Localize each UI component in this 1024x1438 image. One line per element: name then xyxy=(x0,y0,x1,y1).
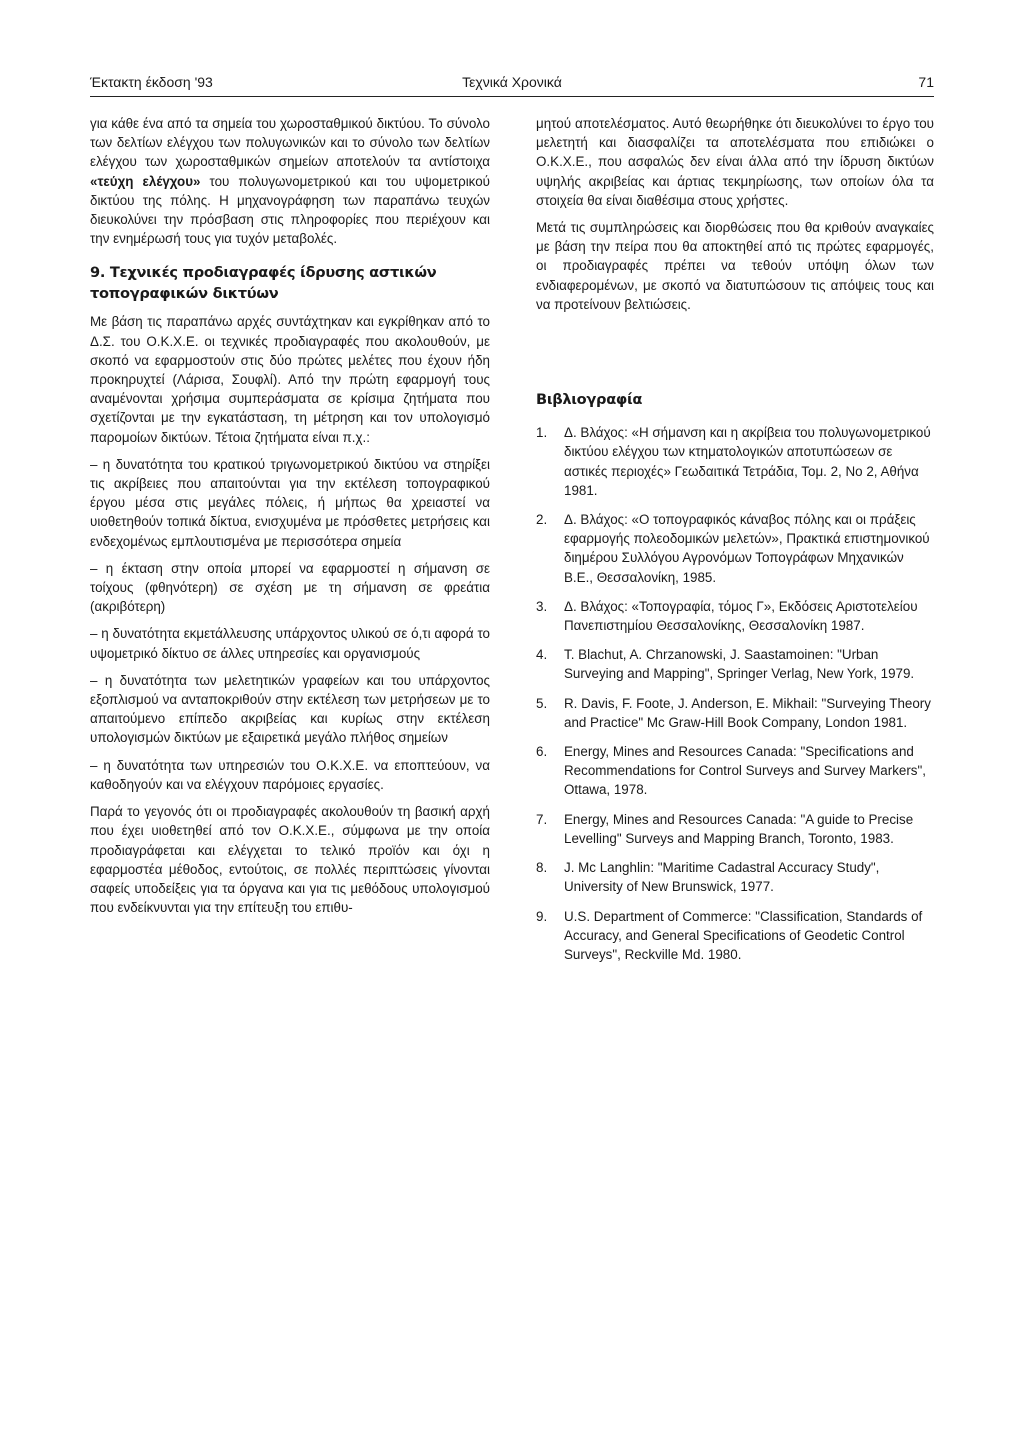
paragraph: Παρά το γεγονός ότι οι προδιαγραφές ακολουθούν τη βασική αρχή που έχει υιοθετηθεί από τον Ο.Κ.Χ.Ε., σύμφωνα με την οποία προδιαγράφεται και ελέγχεται το τελικό προϊόν και όχι η εφαρμοστέα μέθοδος, εντούτοις, σε πολλές περιπτώσεις γίνονται σαφείς υποδείξεις για τα όργανα και για τις μεθόδους υπολογισμού που ενδείκνυνται για την επίτευξη του επιθυ- xyxy=(90,804,490,916)
journal-title: Τεχνικά Χρονικά xyxy=(462,74,562,90)
bold-term: «τεύχη ελέγχου» xyxy=(90,173,201,189)
ref-text: U.S. Department of Commerce: "Classification, Standards of Accuracy, and General Specifications of Geodetic Control Surveys", Reckville Md. 1980. xyxy=(564,908,923,962)
reference-item xyxy=(536,597,934,635)
right-column xyxy=(536,114,934,974)
reference-item xyxy=(536,858,934,896)
reference-item xyxy=(536,810,934,848)
ref-number: 6. xyxy=(536,744,548,760)
ref-number: 3. xyxy=(536,598,548,614)
reference-item xyxy=(536,694,934,732)
running-header xyxy=(90,70,934,97)
section-heading: 9. Τεχνικές προδιαγραφές ίδρυσης αστικών τοπογραφικών δικτύων xyxy=(90,264,437,303)
ref-number: 5. xyxy=(536,695,548,711)
ref-number: 9. xyxy=(536,908,548,924)
bullet-item: – η έκταση στην οποία μπορεί να εφαρμοστεί η σήμανση σε τοίχους (φθηνότερη) σε σχέση με τη σήμανση σε φρεάτια (ακριβότερη) xyxy=(90,560,490,615)
paragraph-text: του πολυγωνομετρικού και του υψομετρικού δικτύου της πόλης. Η μηχανογράφηση των παραπάνω τευχών διευκολύνει την πρόσβαση στις πληροφορίες που περιέχουν και την ενημέρωσή τους για τυχόν μεταβολές. xyxy=(90,173,490,247)
ref-text: J. Mc Langhlin: "Maritime Cadastral Accuracy Study", University of New Brunswick, 1977. xyxy=(564,860,880,895)
reference-item xyxy=(536,907,934,965)
bullet-item: – η δυνατότητα εκμετάλλευσης υπάρχοντος υλικού σε ό,τι αφορά το υψομετρικό δίκτυο σε άλλες υπηρεσίες και οργανισμούς xyxy=(90,626,490,661)
paragraph-text: για κάθε ένα από τα σημεία του χωροσταθμικού δικτύου. Το σύνολο των δελτίων ελέγχου των πολυγωνικών και το σύνολο των δελτίων ελέγχου των χωροσταθμικών σημείων αποτελούν τα αντίστοιχα xyxy=(90,116,490,170)
paragraph: Μετά τις συμπληρώσεις και διορθώσεις που θα κριθούν αναγκαίες με βάση την πείρα που θα αποκτηθεί από τις πρώτες εφαρμογές, οι προδιαγραφές πρέπει να τεθούν υπόψη όλων των ενδιαφερομένων, με σκοπό να διατυπώσουν τις απόψεις τους και να προτείνουν βελτιώσεις. xyxy=(536,220,934,312)
ref-text: Energy, Mines and Resources Canada: "Specifications and Recommendations for Control Surveys and Survey Markers", Ottawa, 1978. xyxy=(564,744,926,798)
bullet-item: – η δυνατότητα του κρατικού τριγωνομετρικού δικτύου να στηρίξει τις ακρίβειες που απαιτούνται για την εκτέλεση τοπογραφικού έργου μέσα στις μεγάλες πόλεις, ή μήπως θα χρειαστεί να υιοθετηθούν τοπικά δίκτυα, ενισχυμένα με πρόσθετες μετρήσεις και ενδεχομένως εμπλουτισμένα με περισσότερα σημεία xyxy=(90,456,490,549)
ref-text: Δ. Βλάχος: «Τοπογραφία, τόμος Γ», Εκδόσεις Αριστοτελείου Πανεπιστημίου Θεσσαλονίκης, Θεσσαλονίκη 1987. xyxy=(564,598,918,634)
reference-item xyxy=(536,645,934,683)
ref-text: Δ. Βλάχος: «Ο τοπογραφικός κάναβος πόλης και οι πράξεις εφαρμογής πολεοδομικών μελετών», Πρακτικά επιστημονικού διημέρου Συλλόγου Αγρονόμων Τοπογράφων Μηχανικών Β.Ε., Θεσσαλονίκη, 1985. xyxy=(564,512,930,585)
edition-label: Έκτακτη έκδοση '93 xyxy=(90,74,213,90)
reference-item xyxy=(536,742,934,800)
bibliography-heading: Βιβλιογραφία xyxy=(536,391,643,409)
ref-number: 7. xyxy=(536,811,548,827)
ref-number: 4. xyxy=(536,647,548,663)
reference-item xyxy=(536,423,934,500)
page-number: 71 xyxy=(918,74,934,90)
bullet-item: – η δυνατότητα των υπηρεσιών του Ο.Κ.Χ.Ε. να εποπτεύουν, να καθοδηγούν και να ελέγχουν παρόμοιες εργασίες. xyxy=(90,757,490,792)
left-column xyxy=(90,114,490,925)
ref-text: Δ. Βλάχος: «Η σήμανση και η ακρίβεια του πολυγωνομετρικού δικτύου ελέγχου των κτηματολογικών αποτυπώσεων σε αστικές περιοχές» Γεωδαιτικά Τετράδια, Τομ. 2, Νο 2, Αθήνα 1981. xyxy=(564,425,931,498)
paragraph: μητού αποτελέσματος. Αυτό θεωρήθηκε ότι διευκολύνει το έργο του μελετητή και διασφαλίζει τα αποτελέσματα που επιδιώκει ο Ο.Κ.Χ.Ε., που ασφαλώς δεν είναι άλλα από την ίδρυση δικτύων υψηλής ακριβείας και άρτιας τεκμηρίωσης, των οποίων όλα τα στοιχεία θα είναι διαθέσιμα στους χρήστες. xyxy=(536,116,934,208)
paragraph xyxy=(90,114,490,248)
paragraph: Με βάση τις παραπάνω αρχές συντάχτηκαν και εγκρίθηκαν από το Δ.Σ. του Ο.Κ.Χ.Ε. οι τεχνικές προδιαγραφές που ακολουθούν, με σκοπό να εφαρμοστούν στις δύο πρώτες μελέτες που έχουν ήδη προκηρυχτεί (Λάρισα, Σουφλί). Από την πρώτη εφαρμογή τους αναμένονται χρήσιμα συμπεράσματα σε κρίσιμα ζητήματα που σχετίζονται με την εγκατάσταση, τη μέτρηση και τον υπολογισμό παρομοίων δικτύων. Τέτοια ζητήματα είναι π.χ.: xyxy=(90,314,490,445)
reference-list xyxy=(536,423,934,964)
ref-number: 2. xyxy=(536,512,548,528)
reference-item xyxy=(536,510,934,587)
ref-number: 8. xyxy=(536,860,548,876)
ref-text: R. Davis, F. Foote, J. Anderson, E. Mikhail: "Surveying Theory and Practice" Mc Graw-Hill Book Company, London 1981. xyxy=(564,695,931,730)
ref-text: T. Blachut, A. Chrzanowski, J. Saastamoinen: "Urban Surveying and Mapping", Springer Verlag, New York, 1979. xyxy=(564,647,915,682)
ref-text: Energy, Mines and Resources Canada: "A guide to Precise Levelling" Surveys and Mapping Branch, Toronto, 1983. xyxy=(564,811,914,846)
bullet-item: – η δυνατότητα των μελετητικών γραφείων και του υπάρχοντος εξοπλισμού να ανταποκριθούν στην εκτέλεση των μετρήσεων με το απαιτούμενο επίπεδο ακριβείας και κυρίως στην εκτέλεση υπολογισμών δικτύων με εξαιρετικά μεγάλο πλήθος σημείων xyxy=(90,672,490,746)
ref-number: 1. xyxy=(536,425,548,441)
